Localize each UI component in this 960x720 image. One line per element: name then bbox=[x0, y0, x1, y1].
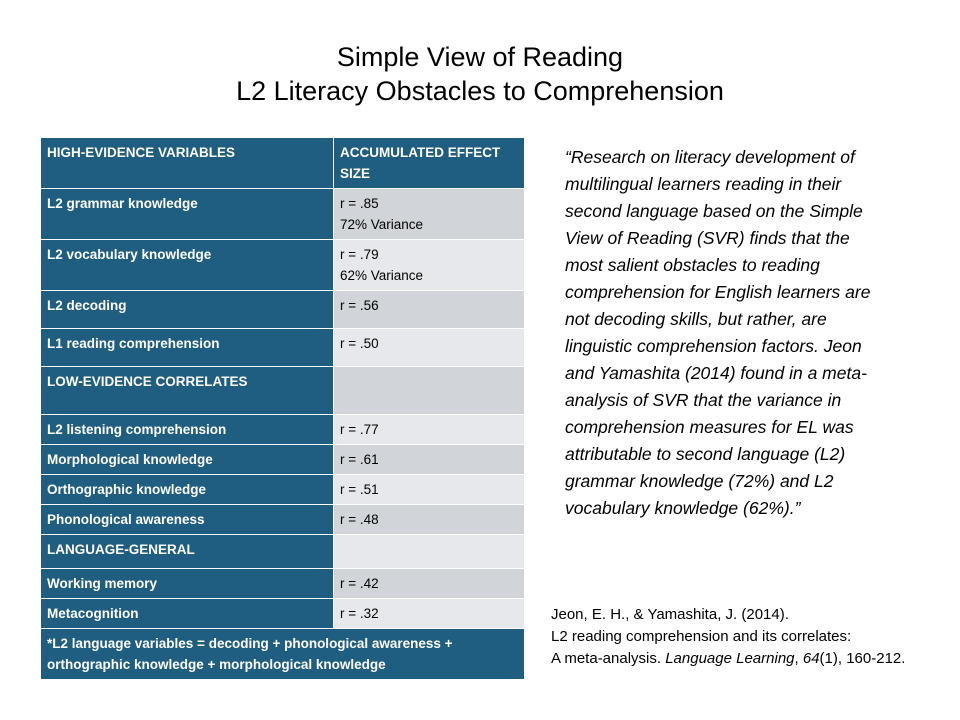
row-value: r = .32 bbox=[334, 599, 525, 629]
row-value bbox=[334, 240, 525, 291]
low-evidence-header: LOW-EVIDENCE CORRELATES bbox=[41, 367, 334, 415]
journal-name: Language Learning bbox=[665, 650, 795, 667]
table-row bbox=[41, 240, 525, 291]
section-header-row bbox=[41, 367, 525, 415]
footnote-row bbox=[41, 629, 525, 680]
variance-note: 62% Variance bbox=[340, 268, 424, 283]
table-row bbox=[41, 329, 525, 367]
col2-header: ACCUMULATED EFFECT SIZE bbox=[334, 138, 525, 189]
citation-separator: , bbox=[794, 650, 803, 667]
title-line-1: Simple View of Reading bbox=[336, 42, 624, 72]
row-label: L2 vocabulary knowledge bbox=[41, 240, 334, 291]
row-value: r = .77 bbox=[334, 415, 525, 445]
row-label: L2 grammar knowledge bbox=[41, 189, 334, 240]
language-general-header: LANGUAGE-GENERAL bbox=[41, 535, 334, 569]
slide-title bbox=[0, 40, 960, 108]
table-row bbox=[41, 475, 525, 505]
research-quote: “Research on literacy development of multilingual learners reading in their second language based on the Simple View of Reading (SVR) finds that the most salient obstacles to reading comprehension for English learners are not decoding skills, but rather, are linguistic comprehension factors. Jeon and Yamashita (2014) found in a meta-analysis of SVR that the variance in comprehension measures for EL was attributable to second language (L2) grammar knowledge (72%) and L2 vocabulary knowledge (62%).” bbox=[565, 147, 871, 518]
row-label: Orthographic knowledge bbox=[41, 475, 334, 505]
row-label: Morphological knowledge bbox=[41, 445, 334, 475]
table-row bbox=[41, 505, 525, 535]
row-label: L1 reading comprehension bbox=[41, 329, 334, 367]
citation-line-2: L2 reading comprehension and its correlates: bbox=[551, 628, 852, 645]
citation-line-1: Jeon, E. H., & Yamashita, J. (2014). bbox=[551, 606, 789, 623]
row-value: r = .56 bbox=[334, 291, 525, 329]
citation-line-3 bbox=[551, 648, 951, 670]
variance-note: 72% Variance bbox=[340, 217, 424, 232]
empty-cell bbox=[334, 367, 525, 415]
table-row bbox=[41, 599, 525, 629]
citation-title-end: A meta-analysis. bbox=[551, 650, 666, 667]
effect-size: r = .79 bbox=[340, 247, 379, 262]
table-row bbox=[41, 445, 525, 475]
journal-volume: 64 bbox=[802, 650, 820, 667]
row-label: Metacognition bbox=[41, 599, 334, 629]
table-row bbox=[41, 415, 525, 445]
row-label: L2 decoding bbox=[41, 291, 334, 329]
table-row bbox=[41, 569, 525, 599]
svr-table bbox=[40, 137, 525, 680]
col1-header: HIGH-EVIDENCE VARIABLES bbox=[41, 138, 334, 189]
row-value: r = .48 bbox=[334, 505, 525, 535]
row-value: r = .61 bbox=[334, 445, 525, 475]
effect-size: r = .85 bbox=[340, 196, 379, 211]
row-label: Working memory bbox=[41, 569, 334, 599]
table-row bbox=[41, 189, 525, 240]
row-value: r = .42 bbox=[334, 569, 525, 599]
table-footnote: *L2 language variables = decoding + phonological awareness + orthographic knowledge + morphological knowledge bbox=[41, 629, 525, 680]
row-label: L2 listening comprehension bbox=[41, 415, 334, 445]
title-line-2: L2 Literacy Obstacles to Comprehension bbox=[236, 76, 724, 106]
citation-pages: (1), 160-212. bbox=[819, 650, 906, 667]
empty-cell bbox=[334, 535, 525, 569]
table-row bbox=[41, 291, 525, 329]
row-value: r = .51 bbox=[334, 475, 525, 505]
row-value: r = .50 bbox=[334, 329, 525, 367]
citation bbox=[551, 604, 951, 670]
row-label: Phonological awareness bbox=[41, 505, 334, 535]
section-header-row bbox=[41, 535, 525, 569]
row-value bbox=[334, 189, 525, 240]
table-header-row bbox=[41, 138, 525, 189]
